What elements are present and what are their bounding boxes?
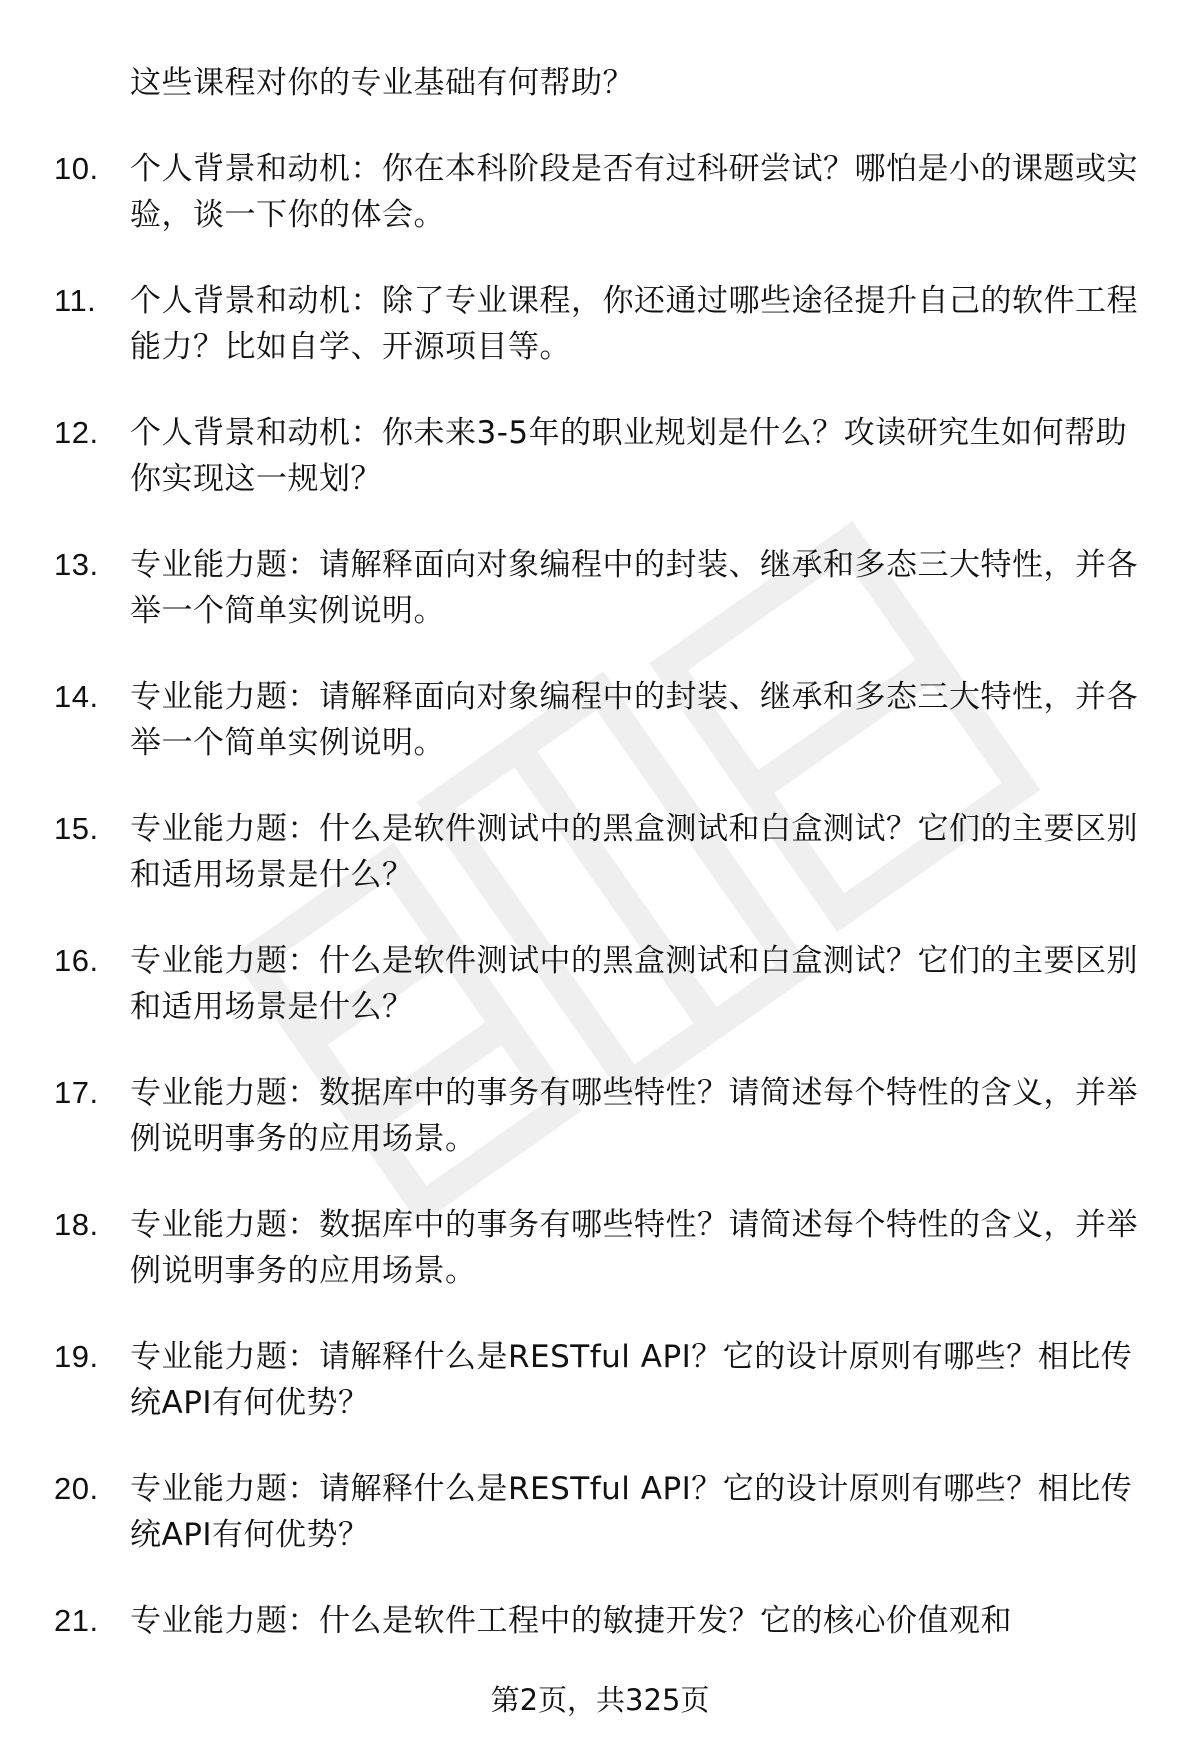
question-number: 17.	[54, 1075, 99, 1110]
question-item	[0, 938, 1200, 1030]
question-number: 12.	[54, 415, 99, 450]
question-text: 专业能力题：数据库中的事务有哪些特性？请简述每个特性的含义，并举例说明事务的应用场景。	[130, 1075, 1138, 1157]
question-item	[0, 1598, 1200, 1644]
question-number: 19.	[54, 1339, 99, 1374]
question-item	[0, 542, 1200, 634]
question-text: 专业能力题：请解释什么是RESTful API？它的设计原则有哪些？相比传统API有何优势？	[130, 1339, 1133, 1421]
question-number: 15.	[54, 811, 99, 846]
question-item	[0, 1070, 1200, 1162]
question-text: 个人背景和动机：除了专业课程，你还通过哪些途径提升自己的软件工程能力？比如自学、开源项目等。	[130, 283, 1138, 365]
question-text: 专业能力题：请解释面向对象编程中的封装、继承和多态三大特性，并各举一个简单实例说明。	[130, 679, 1138, 761]
question-item	[0, 1466, 1200, 1558]
question-number: 16.	[54, 943, 99, 978]
question-item	[0, 674, 1200, 766]
question-item	[0, 278, 1200, 370]
question-list	[0, 146, 1200, 1644]
question-item	[0, 1202, 1200, 1294]
question-text: 专业能力题：请解释面向对象编程中的封装、继承和多态三大特性，并各举一个简单实例说明。	[130, 547, 1138, 629]
question-number: 13.	[54, 547, 99, 582]
continuation-line: 这些课程对你的专业基础有何帮助？	[130, 65, 634, 101]
question-text: 个人背景和动机：你未来3-5年的职业规划是什么？攻读研究生如何帮助你实现这一规划？	[130, 415, 1128, 497]
question-text: 专业能力题：什么是软件测试中的黑盒测试和白盒测试？它们的主要区别和适用场景是什么？	[130, 811, 1138, 893]
question-text: 专业能力题：什么是软件测试中的黑盒测试和白盒测试？它们的主要区别和适用场景是什么？	[130, 943, 1138, 1025]
question-item	[0, 146, 1200, 238]
page-footer: 第2页，共325页	[490, 1683, 710, 1717]
question-text: 专业能力题：数据库中的事务有哪些特性？请简述每个特性的含义，并举例说明事务的应用场景。	[130, 1207, 1138, 1289]
document-body	[0, 60, 1200, 1644]
question-number: 20.	[54, 1471, 99, 1506]
question-text: 个人背景和动机：你在本科阶段是否有过科研尝试？哪怕是小的课题或实验，谈一下你的体会。	[130, 151, 1138, 233]
question-text: 专业能力题：请解释什么是RESTful API？它的设计原则有哪些？相比传统API有何优势？	[130, 1471, 1133, 1553]
question-item	[0, 806, 1200, 898]
question-number: 18.	[54, 1207, 99, 1242]
question-number: 11.	[54, 283, 97, 318]
question-item	[0, 1334, 1200, 1426]
question-number: 14.	[54, 679, 99, 714]
question-number: 10.	[54, 151, 99, 186]
question-text: 专业能力题：什么是软件工程中的敏捷开发？它的核心价值观和	[130, 1603, 1012, 1639]
question-item	[0, 410, 1200, 502]
question-number: 21.	[54, 1603, 99, 1638]
